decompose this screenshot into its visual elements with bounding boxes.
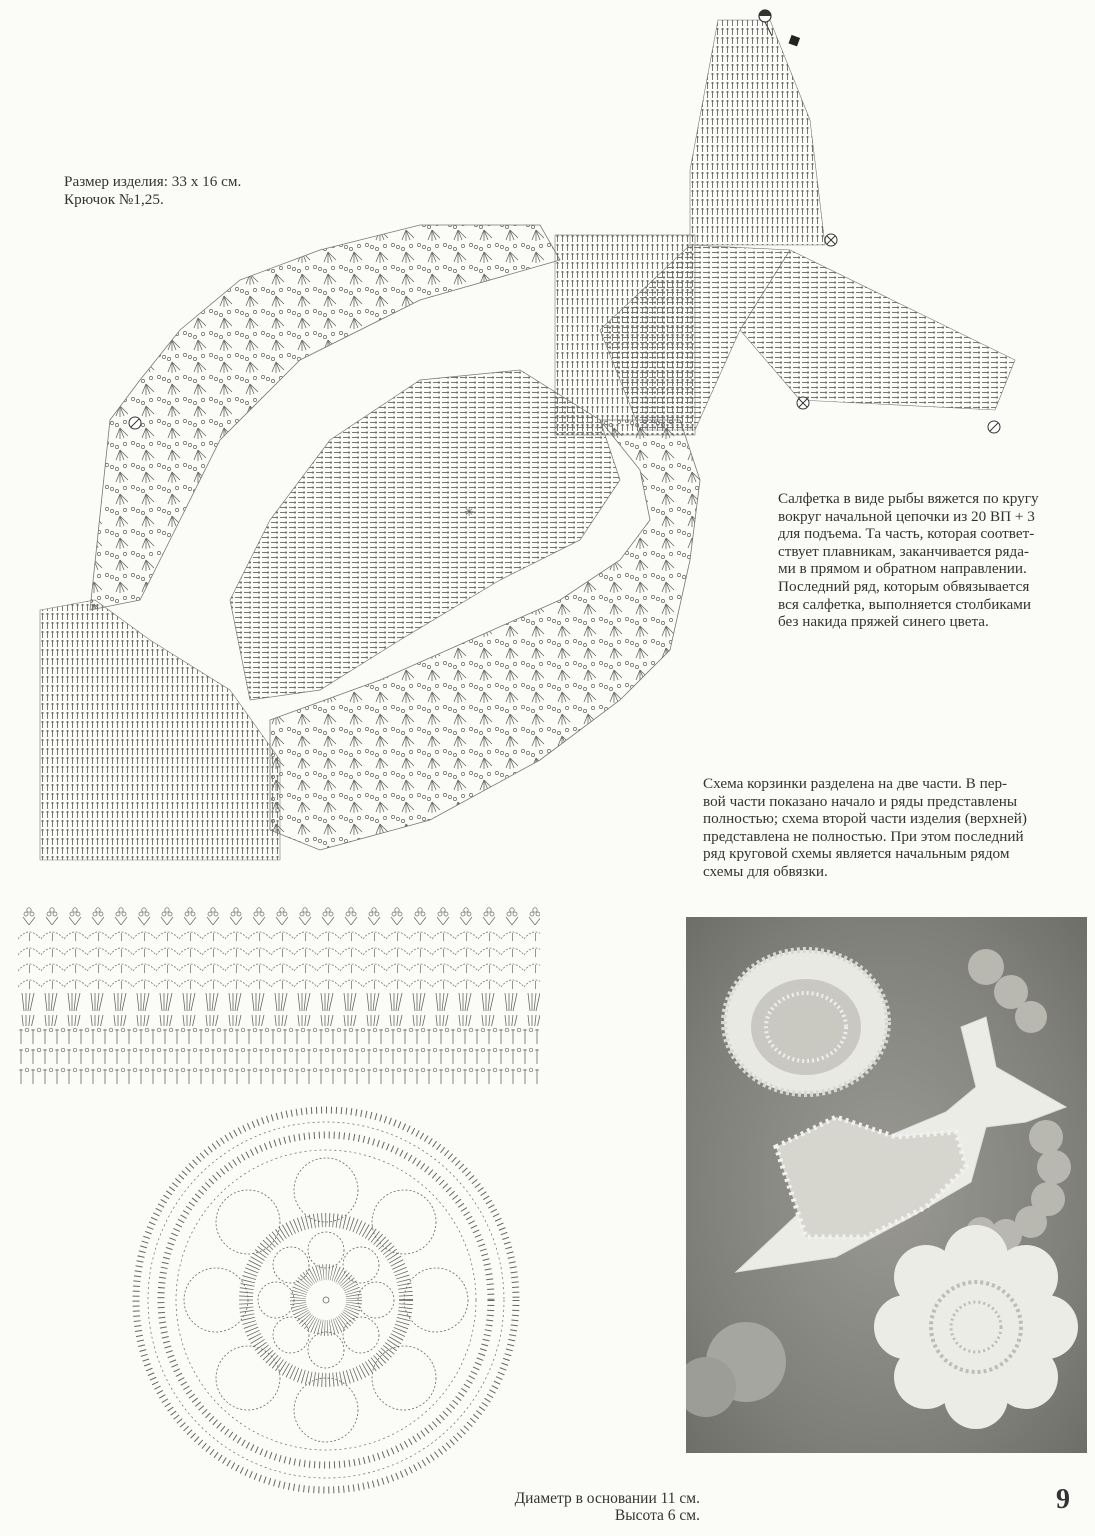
paragraph-line: Схема корзинки разделена на две части. В пер-: [703, 775, 1008, 792]
photo-basket: [724, 950, 888, 1094]
hook-line: Крючок №1,25.: [64, 190, 164, 208]
paragraph-line: ряд круговой схемы является начальным рядом: [703, 845, 1010, 863]
paragraph-line: Салфетка в виде рыбы вяжется по кругу: [778, 490, 1039, 507]
paragraph-line: полностью; схема второй части изделия (верхней): [703, 810, 1027, 828]
paragraph-line: представлена не полностью. При этом последний: [703, 827, 1024, 845]
paragraph-line: Последний ряд, которым обвязывается: [778, 577, 1030, 595]
paragraph-line: вокруг начальной цепочки из 20 ВП + 3: [778, 507, 1035, 525]
page-number: 9: [1056, 1484, 1070, 1515]
paragraph-line: без накида пряжей синего цвета.: [778, 613, 989, 631]
paragraph-line: ствует плавникам, заканчивается ряда-: [778, 542, 1029, 560]
fish-doily-specs: [64, 173, 241, 208]
paragraph-line: ми в прямом и обратном направлении.: [778, 560, 1027, 578]
product-photo: [686, 917, 1087, 1453]
fish-doily-description: [778, 490, 1095, 631]
paragraph-line: для подъема. Та часть, которая соответ-: [778, 525, 1035, 543]
size-line: Размер изделия: 33 х 16 см.: [64, 173, 242, 190]
diameter-line: Диаметр в основании 11 см.: [514, 1490, 700, 1507]
paragraph-line: вой части показано начало и ряды представлены: [703, 792, 1018, 810]
height-line: Высота 6 см.: [614, 1507, 700, 1524]
basket-size: [440, 1490, 700, 1524]
paragraph-line: вся салфетка, выполняется столбиками: [778, 595, 1031, 613]
paragraph-line: схемы для обвязки.: [703, 862, 828, 880]
photo-flower-doily: [874, 1225, 1078, 1429]
basket-description: [703, 775, 1095, 881]
svg-text:✳: ✳: [464, 505, 475, 519]
